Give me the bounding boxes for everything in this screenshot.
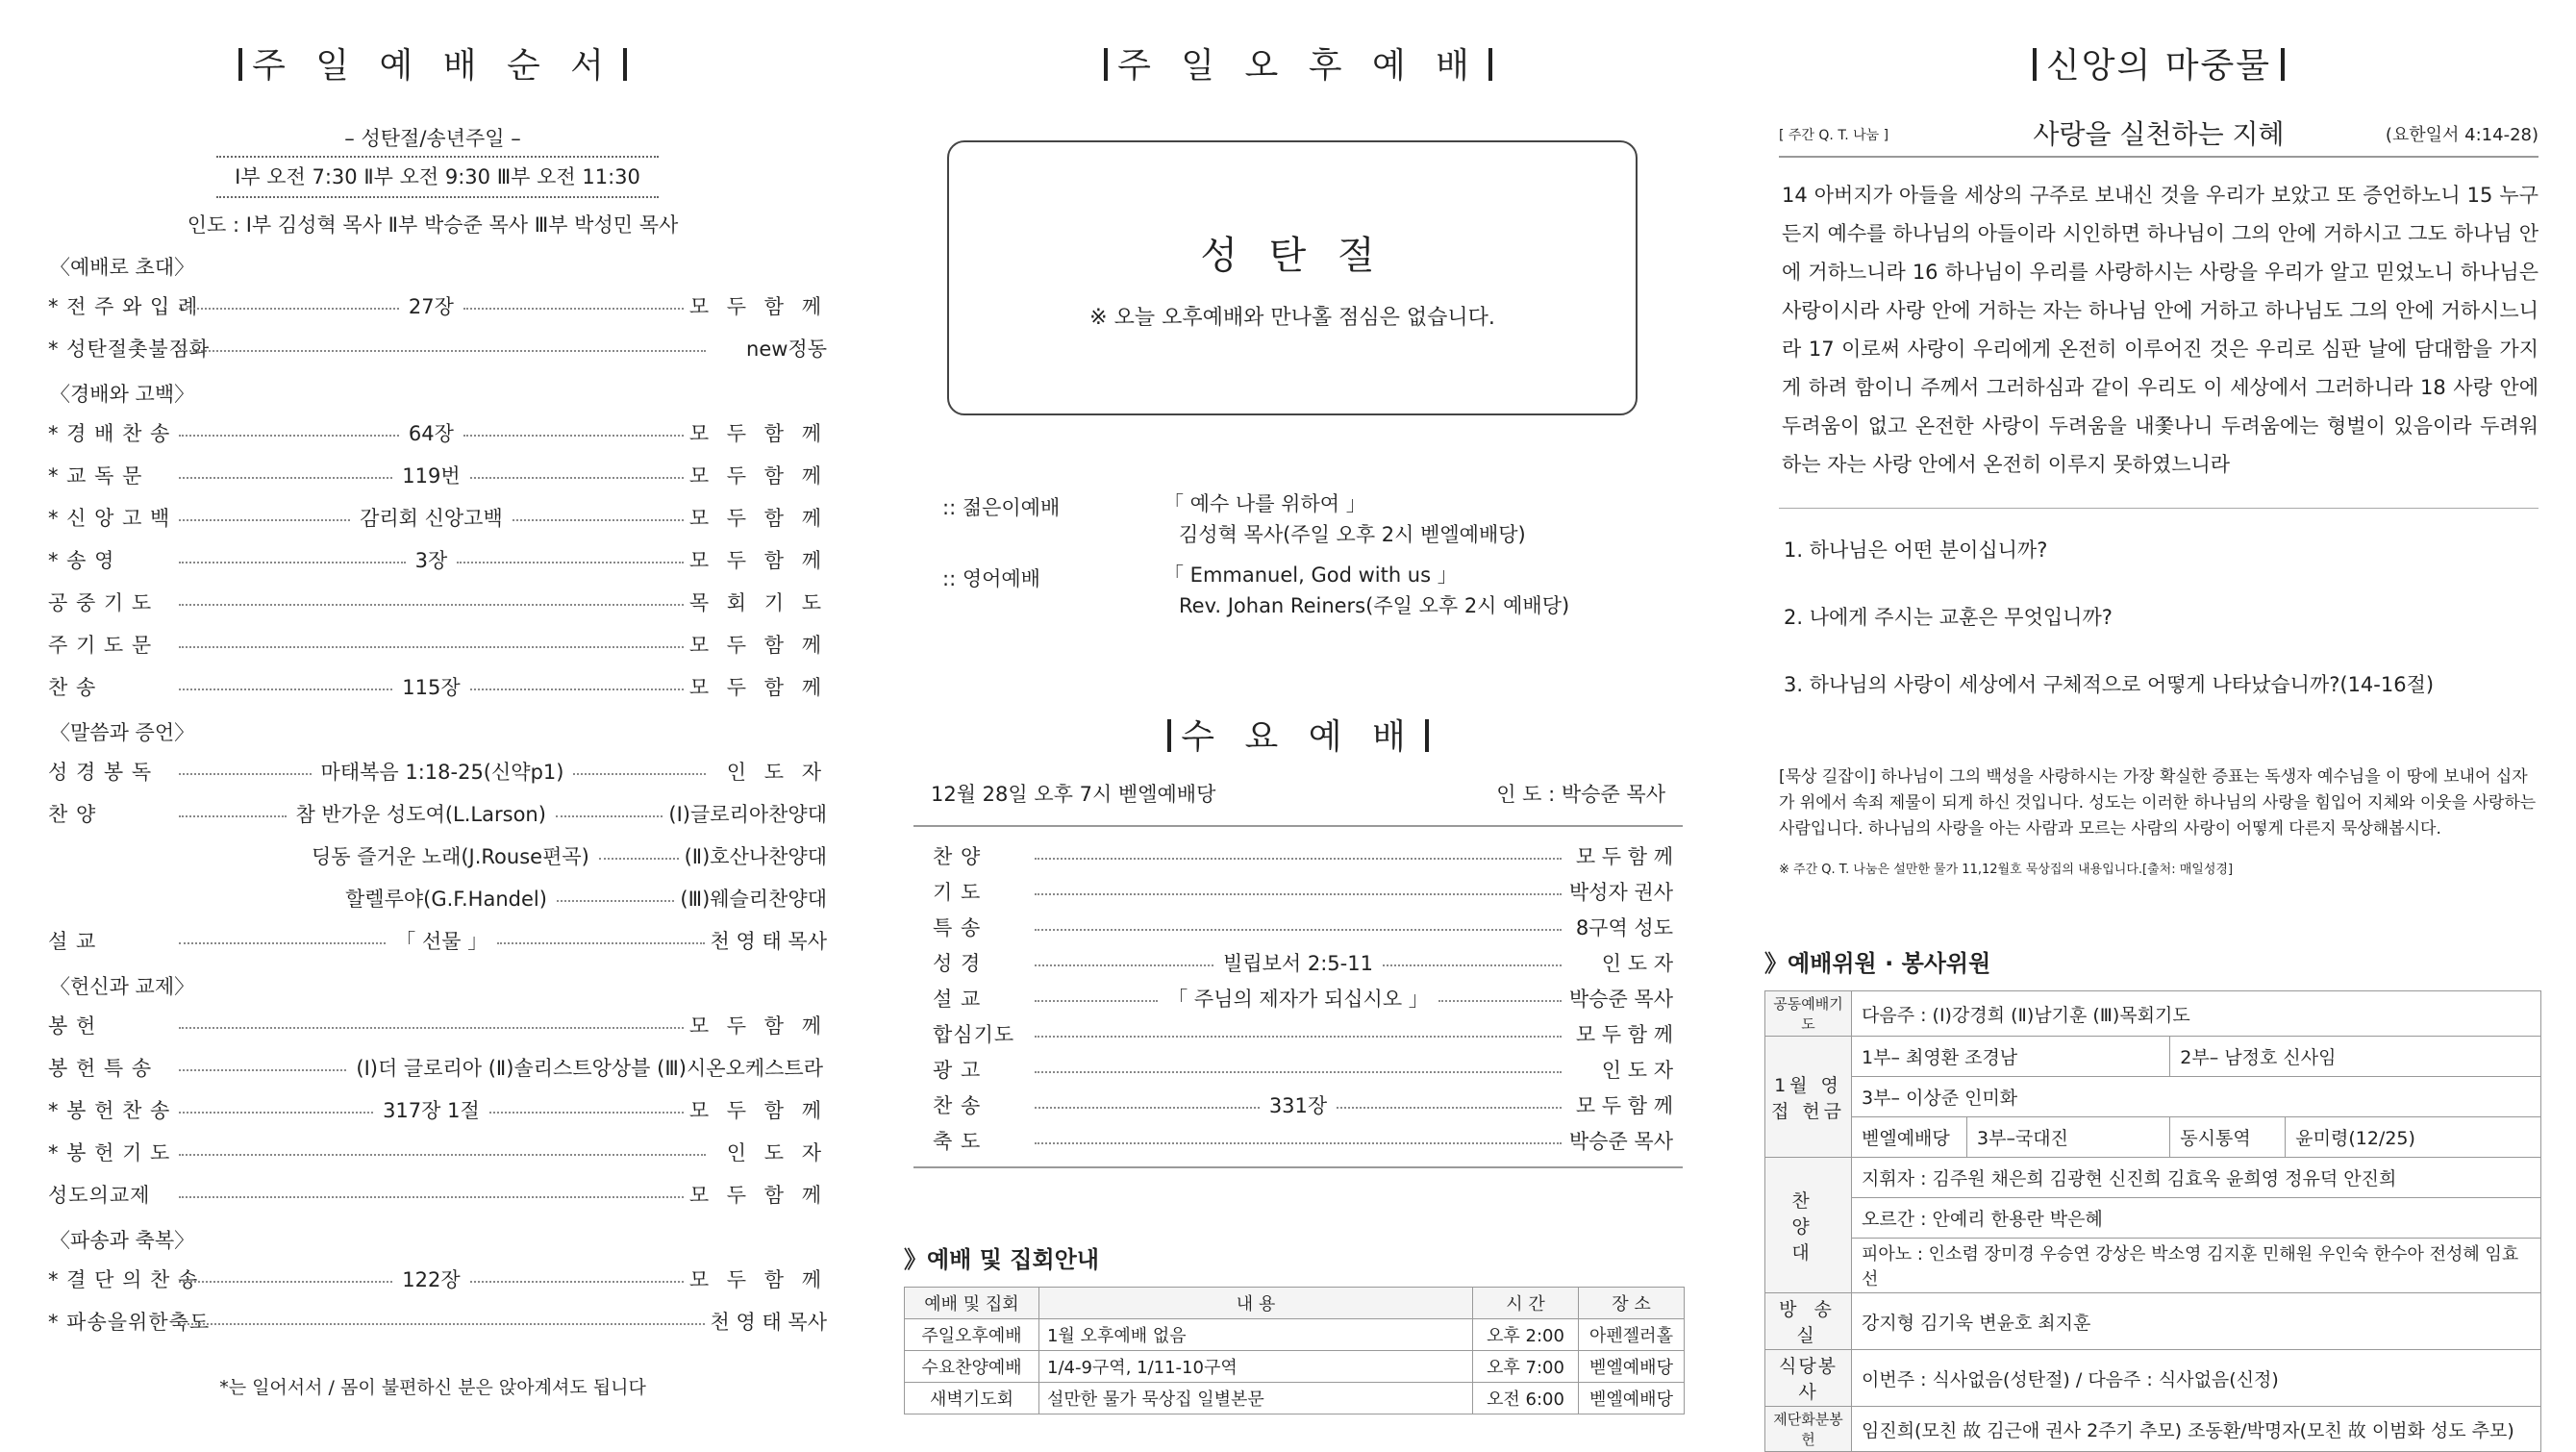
title-bar-right xyxy=(623,48,627,81)
english-service-detail: 「 Emmanuel, God with us 」 Rev. Johan Reiners(주일 오후 2시 예배당) xyxy=(1163,563,1570,617)
wednesday-row: 성 경 빌립보서 2:5-11 인 도 자 xyxy=(933,952,1674,975)
workers-table xyxy=(1764,990,2541,1452)
table-row: 공동예배기도 다음주 : (Ⅰ)강경희 (Ⅱ)남기훈 (Ⅲ)목회기도 xyxy=(1765,991,2541,1037)
order-row: * 결 단 의 찬 송 122장 모 두 함 께 xyxy=(48,1268,828,1291)
faith-column xyxy=(1764,0,2553,1448)
group-heading: 〈파송과 축복〉 xyxy=(50,1229,195,1252)
question-1: 1. 하나님은 어떤 분이십니까? xyxy=(1784,538,2048,562)
table-row: 피아노 : 인소렴 장미경 우승연 강상은 박소영 김지훈 민해원 우인숙 한수아 전성혜 임효선 xyxy=(1765,1239,2541,1293)
qt-tag: [ 주간 Q. T. 나눔 ] xyxy=(1779,128,1889,143)
title-bar-left xyxy=(2033,48,2037,81)
table-row: 제단화분봉헌 임진희(모친 故 김근애 권사 2주기 추모) 조동환/박명자(모친 故 이범화 성도 추모) xyxy=(1765,1407,2541,1452)
table-row: 1월 영접 헌금 1부– 최영환 조경남 2부– 남정호 신사임 xyxy=(1765,1037,2541,1077)
table-header-row: 예배 및 집회 내 용 시 간 장 소 xyxy=(905,1288,1685,1319)
notice-section-title: 》예배 및 집회안내 xyxy=(904,1246,1099,1273)
table-row: 벧엘예배당 3부–국대진 동시통역 윤미령(12/25) xyxy=(1765,1117,2541,1158)
order-row: 찬 송 115장 모 두 함 께 xyxy=(48,676,828,699)
wednesday-row: 기 도 박성자 권사 xyxy=(933,881,1673,904)
order-row: * 전 주 와 입 례 27장 모 두 함 께 xyxy=(48,295,827,318)
table-row: 찬 양 대 지휘자 : 김주원 채은희 김광현 신진희 김효욱 윤희영 정유덕 안진희 xyxy=(1765,1158,2541,1198)
youth-service-detail: 「 예수 나를 위하여 」 김성혁 목사(주일 오후 2시 벧엘예배당) xyxy=(1163,492,1526,546)
workers-section-title: 》예배위원 · 봉사위원 xyxy=(1764,950,1991,977)
question-3: 3. 하나님의 사랑이 세상에서 구체적으로 어떻게 나타났습니까?(14-16절) xyxy=(1784,673,2435,696)
order-row: * 신 앙 고 백 감리회 신앙고백 모 두 함 께 xyxy=(48,507,828,530)
order-row: 봉 헌 특 송 (Ⅰ)더 글로리아 (Ⅱ)솔리스트앙상블 (Ⅲ)시온오케스트라 xyxy=(48,1057,823,1080)
order-of-worship-column xyxy=(38,0,827,1431)
wednesday-header xyxy=(913,779,1683,827)
order-row: 설 교 「 선물 」 천 영 태 목사 xyxy=(48,930,827,953)
order-row: * 송 영 3장 모 두 함 께 xyxy=(48,549,828,572)
order-row: 할렐루야(G.F.Handel) (Ⅲ)웨슬리찬양대 xyxy=(345,888,827,911)
wednesday-row: 찬 양 모 두 함 께 xyxy=(933,845,1673,868)
wednesday-row: 합심기도 모 두 함 께 xyxy=(933,1023,1673,1046)
wednesday-row: 광 고 인 도 자 xyxy=(933,1059,1673,1082)
qt-header xyxy=(1779,113,2538,158)
table-row: 주일오후예배 1월 오후예배 없음 오후 2:00 아펜젤러홀 xyxy=(905,1319,1685,1351)
order-row: * 봉 헌 찬 송 317장 1절 모 두 함 께 xyxy=(48,1099,827,1122)
title-bar-left xyxy=(238,48,242,81)
order-row: * 봉 헌 기 도 인 도 자 xyxy=(48,1141,827,1164)
wednesday-row: 찬 송 331장 모 두 함 께 xyxy=(933,1094,1673,1117)
wednesday-divider xyxy=(913,1166,1683,1168)
table-row: 식당봉사 이번주 : 식사없음(성탄절) / 다음주 : 식사없음(신정) xyxy=(1765,1350,2541,1407)
service-leaders: 인도 : Ⅰ부 김성혁 목사 Ⅱ부 박승준 목사 Ⅲ부 박성민 목사 xyxy=(187,213,679,237)
qt-title: 사랑을 실천하는 지혜 xyxy=(2033,118,2285,150)
title-bar-right xyxy=(1488,48,1492,81)
group-heading: 〈예배로 초대〉 xyxy=(50,256,195,279)
standing-note: *는 일어서서 / 몸이 불편하신 분은 앉아계셔도 됩니다 xyxy=(219,1377,646,1398)
service-times: Ⅰ부 오전 7:30 Ⅱ부 오전 9:30 Ⅲ부 오전 11:30 xyxy=(216,156,659,198)
title-bar-right xyxy=(1425,719,1429,752)
wednesday-row: 설 교 「 주님의 제자가 되십시오 」 박승준 목사 xyxy=(933,988,1673,1011)
afternoon-worship-title: 주 일 오 후 예 배 xyxy=(904,38,1692,88)
order-row: 주 기 도 문 모 두 함 께 xyxy=(48,634,827,657)
wednesday-date: 12월 28일 오후 7시 벧엘예배당 xyxy=(931,783,1216,806)
order-row: 딩동 즐거운 노래(J.Rouse편곡) (Ⅱ)호산나찬양대 xyxy=(312,845,827,868)
wednesday-row: 특 송 8구역 성도 xyxy=(933,916,1673,939)
english-service-label: :: 영어예배 xyxy=(942,567,1040,590)
christmas-notice-box xyxy=(947,140,1638,415)
order-of-worship-title: 주 일 예 배 순 서 xyxy=(38,38,827,88)
table-row: 새벽기도회 설만한 물가 묵상집 일별본문 오전 6:00 벧엘예배당 xyxy=(905,1383,1685,1414)
qt-scripture-text: 14 아버지가 아들을 세상의 구주로 보내신 것을 우리가 보았고 또 증언하노니 15 누구든지 예수를 하나님의 아들이라 시인하면 하나님이 그의 안에 거하시고 그도 하나님 안에 거하느니라 16 하나님이 우리를 사랑하시는 사랑을 우리가 알고 믿었노니 하나님은 사랑이시라 사랑 안에 거하는 자는 하나님 안에 거하고 하나님도 그의 안에 거하시느니라 17 이로써 사랑이 우리에게 온전히 이루어진 것은 우리로 심판 날에 담대함을 가지게 하려 함이니 주께서 그러하심과 같이 우리도 이 세상에서 그러하니라 18 사랑 안에 두려움이 없고 온전한 사랑이 두려움을 내쫓나니 두려움에는 형벌이 있음이라 두려워하는 자는 사랑 안에서 온전히 이루지 못하였느니라 xyxy=(1782,184,2538,476)
afternoon-worship-column xyxy=(904,0,1692,1431)
wednesday-row: 축 도 박승준 목사 xyxy=(933,1130,1673,1153)
youth-service-label: :: 젊은이예배 xyxy=(942,496,1061,519)
order-row: * 교 독 문 119번 모 두 함 께 xyxy=(48,464,828,488)
wednesday-worship-title: 수 요 예 배 xyxy=(904,710,1692,759)
question-2: 2. 나에게 주시는 교훈은 무엇입니까? xyxy=(1784,606,2113,629)
order-row: 공 중 기 도 목 회 기 도 xyxy=(48,591,827,614)
title-bar-left xyxy=(1104,48,1108,81)
qt-divider xyxy=(1779,508,2538,509)
wednesday-leader: 인 도 : 박승준 목사 xyxy=(1496,783,1665,806)
faith-title: 신앙의 마중물 xyxy=(1764,38,2553,88)
order-row: * 성탄절촛불점화 new정동 xyxy=(48,338,827,361)
notice-table xyxy=(904,1287,1685,1414)
order-row: * 경 배 찬 송 64장 모 두 함 께 xyxy=(48,422,827,445)
group-heading: 〈말씀과 증언〉 xyxy=(50,721,195,744)
notice-box-title: 성 탄 절 xyxy=(1200,234,1385,278)
order-row: * 파송을위한축도 천 영 태 목사 xyxy=(48,1311,827,1334)
order-row: 봉 헌 모 두 함 께 xyxy=(48,1014,827,1038)
table-row: 오르간 : 안예리 한용란 박은혜 xyxy=(1765,1198,2541,1239)
group-heading: 〈헌신과 교제〉 xyxy=(50,975,195,998)
table-row: 3부– 이상준 인미화 xyxy=(1765,1077,2541,1117)
notice-box-text: ※ 오늘 오후예배와 만나홀 점심은 없습니다. xyxy=(1089,306,1495,330)
meditation-guide: [묵상 길잡이] 하나님이 그의 백성을 사랑하시는 가장 확실한 증표는 독생자 예수님을 이 땅에 보내어 십자가 위에서 속죄 제물이 되게 하신 것입니다. 성도는 이러한 하나님의 사랑을 힘입어 지체와 이웃을 사랑하는 사람입니다. 하나님의 사랑을 아는 사람과 모르는 사람의 사랑이 어떻게 다른지 묵상해봅시다. xyxy=(1779,767,2537,839)
group-heading: 〈경배와 고백〉 xyxy=(50,383,195,406)
table-row: 방 송 실 강지형 김기욱 변윤호 최지훈 xyxy=(1765,1293,2541,1350)
order-row: 찬 양 참 반가운 성도여(L.Larson) (Ⅰ)글로리아찬양대 xyxy=(48,803,828,826)
service-subtitle: – 성탄절/송년주일 – xyxy=(344,127,521,150)
qt-reference: (요한일서 4:14-28) xyxy=(2385,125,2538,145)
title-bar-left xyxy=(1167,719,1171,752)
meditation-source-note: ※ 주간 Q. T. 나눔은 설만한 물가 11,12월호 묵상집의 내용입니다.[출처: 매일성경] xyxy=(1779,863,2234,877)
table-row: 수요찬양예배 1/4-9구역, 1/11-10구역 오후 7:00 벧엘예배당 xyxy=(905,1351,1685,1383)
order-row: 성도의교제 모 두 함 께 xyxy=(48,1184,827,1207)
order-row: 성 경 봉 독 마태복음 1:18-25(신약p1) 인 도 자 xyxy=(48,761,827,784)
title-bar-right xyxy=(2281,48,2285,81)
